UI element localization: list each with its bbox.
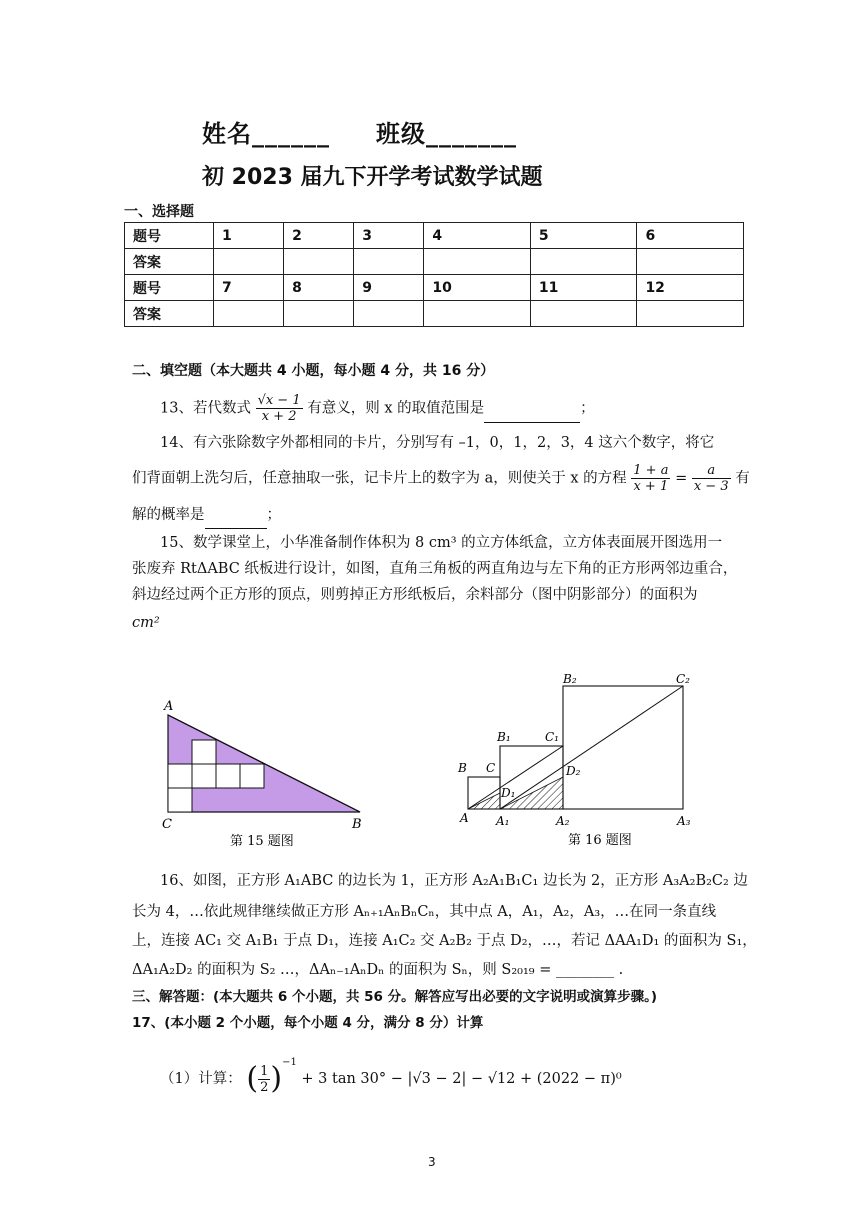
q13-text-pre: 13、若代数式 — [160, 400, 251, 417]
fig16-label-b: B — [458, 761, 467, 775]
answer-table-cell: 4 — [424, 223, 531, 249]
q13-answer-blank[interactable] — [484, 396, 580, 423]
q14-end: ； — [266, 507, 281, 523]
fig16-hatched-triangle-1 — [468, 793, 500, 809]
q14-f1-den: x + 1 — [633, 479, 669, 494]
q15-line3: 斜边经过两个正方形的顶点，则剪掉正方形纸板后，余料部分（图中阴影部分）的面积为 — [132, 587, 698, 603]
fig15-square — [168, 788, 192, 812]
answer-table-cell[interactable] — [637, 249, 744, 275]
answer-table-cell[interactable] — [354, 301, 424, 327]
q17-heading: 17、(本小题 2 个小题，每个小题 4 分，满分 8 分）计算 — [132, 1015, 484, 1031]
fig16-label-c2: C₂ — [676, 672, 690, 686]
q15-line1: 15、数学课堂上，小华准备制作体积为 8 cm³ 的立方体纸盒，立方体表面展开图选用一 — [160, 535, 723, 551]
q14-line3 — [132, 502, 281, 529]
class-field-label: 班级_______ — [376, 120, 517, 148]
q13-frac-num: √x − 1 — [257, 393, 301, 408]
q14-line2 — [132, 463, 750, 494]
answer-table-row-header: 题号 — [125, 275, 214, 301]
question-13 — [160, 393, 595, 424]
answer-table-row-header: 答案 — [125, 301, 214, 327]
q13-fraction — [256, 393, 303, 424]
fig16-line-a1c2 — [500, 686, 683, 809]
q16-line1: 16、如图，正方形 A₁ABC 的边长为 1，正方形 A₂A₁B₁C₁ 边长为 2，正方形 A₃A₂B₂C₂ 边 — [160, 873, 748, 889]
exam-title: 初 2023 届九下开学考试数学试题 — [202, 165, 543, 190]
answer-table-cell: 2 — [284, 223, 354, 249]
fig15-label-b: B — [352, 817, 362, 832]
answer-table-cell: 7 — [214, 275, 284, 301]
q17-part1 — [160, 1050, 622, 1095]
q14-f2-num: a — [692, 463, 731, 479]
answer-table-row-header: 答案 — [125, 249, 214, 275]
section-2-heading: 二、填空题（本大题共 4 小题，每小题 4 分，共 16 分） — [132, 363, 495, 379]
fig16-label-b2: B₂ — [563, 672, 577, 686]
fig15-square — [192, 740, 216, 764]
q17-part1-expression: + 3 tan 30° − |√3 − 2| − √12 + (2022 − π)⁰ — [301, 1071, 622, 1087]
q14-line2-post: 有 — [735, 470, 750, 487]
answer-table-cell[interactable] — [424, 249, 531, 275]
name-field-label: 姓名______ — [202, 120, 330, 148]
q13-frac-den: x + 2 — [261, 409, 297, 424]
fig15-square — [240, 764, 264, 788]
answer-table-row — [125, 249, 744, 275]
q14-answer-blank[interactable] — [205, 502, 267, 529]
answer-table-cell[interactable] — [214, 301, 284, 327]
answer-table-cell: 3 — [354, 223, 424, 249]
answer-table-cell[interactable] — [637, 301, 744, 327]
answer-table-cell[interactable] — [284, 301, 354, 327]
fig15-square — [216, 764, 240, 788]
figure-15 — [150, 695, 390, 855]
q14-fraction-left — [631, 463, 670, 494]
answer-table-cell: 5 — [530, 223, 637, 249]
q14-line2-pre: 们背面朝上洗匀后，任意抽取一张，记卡片上的数字为 a，则使关于 x 的方程 — [132, 470, 627, 487]
q17-right-paren: ) — [270, 1061, 283, 1096]
answer-table-cell: 1 — [214, 223, 284, 249]
figure-16 — [450, 670, 710, 855]
section-3-heading: 三、解答题：(本大题共 6 个小题，共 56 分。解答应写出必要的文字说明或演算步骤。) — [132, 989, 658, 1005]
answer-table-cell[interactable] — [354, 249, 424, 275]
q14-fraction-right — [692, 463, 731, 494]
fig16-label-b1: B₁ — [497, 730, 511, 744]
answer-table-cell: 8 — [284, 275, 354, 301]
q17-fraction — [258, 1064, 270, 1095]
answer-table-cell: 10 — [424, 275, 531, 301]
answer-table-cell: 12 — [637, 275, 744, 301]
fig16-caption: 第 16 题图 — [568, 833, 632, 848]
q16-line2: 长为 4，…依此规律继续做正方形 Aₙ₊₁AₙBₙCₙ，其中点 A，A₁，A₂，A₃，…在同一条直线 — [132, 904, 717, 920]
answer-table-cell: 9 — [354, 275, 424, 301]
q14-line3-text: 解的概率是 — [132, 507, 205, 523]
fig16-label-a1: A₁ — [496, 814, 510, 828]
answer-table-cell[interactable] — [424, 301, 531, 327]
fig15-square — [168, 764, 192, 788]
answer-table-cell: 6 — [637, 223, 744, 249]
fig15-square — [192, 764, 216, 788]
answer-table-cell[interactable] — [530, 301, 637, 327]
fig16-label-d2: D₂ — [566, 764, 581, 778]
fig16-label-c1: C₁ — [545, 730, 559, 744]
answer-table-row — [125, 301, 744, 327]
answer-table-cell[interactable] — [530, 249, 637, 275]
q16-line3: 上，连接 AC₁ 交 A₁B₁ 于点 D₁，连接 A₁C₂ 交 A₂B₂ 于点 D₂，…，若记 ΔAA₁D₁ 的面积为 S₁， — [132, 933, 757, 949]
q15-line2: 张废弃 RtΔABC 纸板进行设计，如图，直角三角板的两直角边与左下角的正方形两邻边重合， — [132, 561, 738, 577]
fig16-label-d1: D₁ — [501, 786, 516, 800]
q15-line4-unit: cm² — [132, 615, 160, 631]
q14-equals: = — [675, 470, 688, 487]
answer-table-cell: 11 — [530, 275, 637, 301]
fig15-label-c: C — [162, 817, 172, 832]
answer-table-cell[interactable] — [284, 249, 354, 275]
answer-table-row-header: 题号 — [125, 223, 214, 249]
fig15-caption: 第 15 题图 — [230, 834, 294, 849]
q16-line4: ΔA₁A₂D₂ 的面积为 S₂ …，ΔAₙ₋₁AₙDₙ 的面积为 Sₙ，则 S₂₀₁₉ = ________ . — [132, 962, 624, 978]
fig16-label-c: C — [486, 761, 496, 775]
fig16-label-a: A — [460, 811, 469, 825]
fig16-label-a3: A₃ — [677, 814, 691, 828]
q17-exponent: −1 — [282, 1057, 297, 1068]
answer-table — [124, 222, 744, 327]
fig16-label-a2: A₂ — [556, 814, 570, 828]
section-1-heading: 一、选择题 — [124, 204, 194, 220]
q13-text-post: 有意义，则 x 的取值范围是 — [307, 400, 485, 417]
q17-frac-den: 2 — [260, 1079, 269, 1095]
q14-f2-den: x − 3 — [693, 479, 729, 494]
q14-line1: 14、有六张除数字外都相同的卡片，分别写有 –1，0，1，2，3，4 这六个数字，将它 — [160, 435, 715, 451]
q17-left-paren: ( — [246, 1061, 259, 1096]
fig16-square-3 — [563, 686, 683, 809]
answer-table-cell[interactable] — [214, 249, 284, 275]
answer-table-row — [125, 275, 744, 301]
fig15-label-a: A — [164, 699, 174, 714]
q13-end: ； — [580, 400, 595, 417]
answer-table-row — [125, 223, 744, 249]
q17-part1-label: （1）计算： — [160, 1071, 242, 1087]
q17-frac-num: 1 — [260, 1063, 269, 1079]
page-number: 3 — [428, 1155, 436, 1169]
q14-f1-num: 1 + a — [633, 463, 669, 478]
